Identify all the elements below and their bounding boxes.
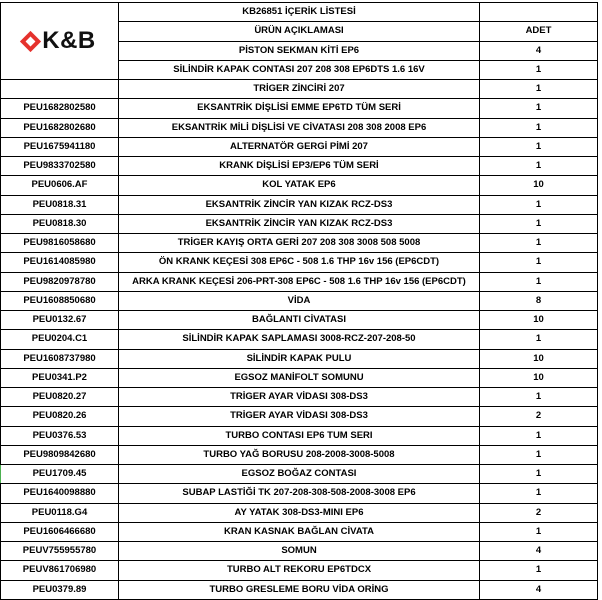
table-row: [1, 445, 598, 464]
part-code-cell: PEU0118.G4: [1, 503, 119, 522]
part-code-cell: PEU1709.45: [1, 465, 119, 484]
part-description-cell: BAĞLANTI CİVATASI: [119, 311, 480, 330]
part-code-cell: PEU0818.31: [1, 195, 119, 214]
part-code-cell: PEU9816058680: [1, 234, 119, 253]
table-row: [1, 118, 598, 137]
part-code-cell: PEU1608737980: [1, 349, 119, 368]
table-row: [1, 580, 598, 599]
part-quantity-cell: 1: [480, 426, 598, 445]
title-row-empty-cell: [480, 3, 598, 22]
part-quantity-cell: 1: [480, 60, 598, 79]
part-quantity-cell: 1: [480, 214, 598, 233]
part-description-cell: EGSOZ MANİFOLT SOMUNU: [119, 368, 480, 387]
part-quantity-cell: 4: [480, 41, 598, 60]
part-description-cell: TRİGER AYAR VİDASI 308-DS3: [119, 407, 480, 426]
table-row: [1, 291, 598, 310]
part-code-cell: PEU9820978780: [1, 272, 119, 291]
part-quantity-cell: 1: [480, 137, 598, 156]
part-code-cell: PEU1606466680: [1, 522, 119, 541]
part-description-cell: EKSANTRİK DİŞLİSİ EMME EP6TD TÜM SERİ: [119, 99, 480, 118]
part-code-cell: PEU1608850680: [1, 291, 119, 310]
part-description-cell: AY YATAK 308-DS3-MINI EP6: [119, 503, 480, 522]
table-row: [1, 176, 598, 195]
header-description: ÜRÜN AÇIKLAMASI: [119, 22, 480, 41]
part-code-cell: PEU9809842680: [1, 445, 119, 464]
part-code-cell: PEU9833702580: [1, 157, 119, 176]
logo-cell: [1, 3, 119, 80]
table-row: [1, 80, 598, 99]
part-code-cell: PEU1640098880: [1, 484, 119, 503]
list-title: KB26851 İÇERİK LİSTESİ: [119, 3, 480, 22]
part-code-cell: [1, 80, 119, 99]
part-description-cell: TURBO CONTASI EP6 TUM SERI: [119, 426, 480, 445]
part-description-cell: KOL YATAK EP6: [119, 176, 480, 195]
part-quantity-cell: 2: [480, 407, 598, 426]
part-code-cell: PEU0379.89: [1, 580, 119, 599]
part-code-cell: PEUV755955780: [1, 542, 119, 561]
table-row: [1, 503, 598, 522]
part-code-cell: PEU1675941180: [1, 137, 119, 156]
table-row: [1, 272, 598, 291]
table-row: [1, 465, 598, 484]
part-quantity-cell: 4: [480, 580, 598, 599]
parts-table: [0, 2, 598, 600]
part-description-cell: EKSANTRİK ZİNCİR YAN KIZAK RCZ-DS3: [119, 214, 480, 233]
part-quantity-cell: 10: [480, 176, 598, 195]
part-quantity-cell: 1: [480, 195, 598, 214]
part-description-cell: SUBAP LASTİĞİ TK 207-208-308-508-2008-3008 EP6: [119, 484, 480, 503]
part-description-cell: EGSOZ BOĞAZ CONTASI: [119, 465, 480, 484]
part-quantity-cell: 2: [480, 503, 598, 522]
table-row: [1, 330, 598, 349]
table-row: [1, 214, 598, 233]
part-quantity-cell: 10: [480, 368, 598, 387]
part-quantity-cell: 10: [480, 349, 598, 368]
part-code-cell: PEU0818.30: [1, 214, 119, 233]
part-description-cell: VİDA: [119, 291, 480, 310]
table-row: [1, 484, 598, 503]
part-code-cell: PEU0820.26: [1, 407, 119, 426]
table-row: [1, 388, 598, 407]
part-code-cell: PEU0606.AF: [1, 176, 119, 195]
part-quantity-cell: 1: [480, 253, 598, 272]
parts-table-body: [1, 3, 598, 600]
table-row: [1, 99, 598, 118]
part-description-cell: TRİGER KAYIŞ ORTA GERİ 207 208 308 3008 508 5008: [119, 234, 480, 253]
part-description-cell: SOMUN: [119, 542, 480, 561]
part-code-cell: PEU1614085980: [1, 253, 119, 272]
part-code-cell: PEU0341.P2: [1, 368, 119, 387]
table-row: [1, 195, 598, 214]
part-description-cell: ARKA KRANK KEÇESİ 206-PRT-308 EP6C - 508 1.6 THP 16v 156 (EP6CDT): [119, 272, 480, 291]
table-row: [1, 349, 598, 368]
brand-logo: [1, 3, 118, 79]
part-description-cell: EKSANTRİK MİLİ DİŞLİSİ VE CİVATASI 208 308 2008 EP6: [119, 118, 480, 137]
table-row: [1, 311, 598, 330]
part-description-cell: TRİGER ZİNCİRİ 207: [119, 80, 480, 99]
table-row: [1, 561, 598, 580]
part-quantity-cell: 8: [480, 291, 598, 310]
part-description-cell: KRANK DİŞLİSİ EP3/EP6 TÜM SERİ: [119, 157, 480, 176]
part-quantity-cell: 1: [480, 99, 598, 118]
part-code-cell: PEU0820.27: [1, 388, 119, 407]
part-quantity-cell: 1: [480, 234, 598, 253]
part-quantity-cell: 1: [480, 330, 598, 349]
part-quantity-cell: 1: [480, 484, 598, 503]
part-description-cell: TRİGER AYAR VİDASI 308-DS3: [119, 388, 480, 407]
part-quantity-cell: 1: [480, 561, 598, 580]
part-code-cell: PEU0204.C1: [1, 330, 119, 349]
table-row: [1, 522, 598, 541]
part-quantity-cell: 1: [480, 80, 598, 99]
table-row: [1, 368, 598, 387]
part-description-cell: TURBO YAĞ BORUSU 208-2008-3008-5008: [119, 445, 480, 464]
table-row: [1, 426, 598, 445]
part-code-cell: PEU1682802580: [1, 99, 119, 118]
part-description-cell: PİSTON SEKMAN KİTİ EP6: [119, 41, 480, 60]
brand-logo-text: K&B: [42, 27, 96, 54]
part-code-cell: PEUV861706980: [1, 561, 119, 580]
part-quantity-cell: 1: [480, 388, 598, 407]
table-row: [1, 157, 598, 176]
title-row: [1, 3, 598, 22]
part-quantity-cell: 1: [480, 445, 598, 464]
part-description-cell: EKSANTRİK ZİNCİR YAN KIZAK RCZ-DS3: [119, 195, 480, 214]
part-description-cell: SİLİNDİR KAPAK PULU: [119, 349, 480, 368]
part-description-cell: SİLİNDİR KAPAK CONTASI 207 208 308 EP6DTS 1.6 16V: [119, 60, 480, 79]
part-quantity-cell: 1: [480, 118, 598, 137]
part-code-cell: PEU0132.67: [1, 311, 119, 330]
part-description-cell: ALTERNATÖR GERGİ PİMİ 207: [119, 137, 480, 156]
brand-logo-icon: [20, 30, 41, 51]
part-quantity-cell: 1: [480, 157, 598, 176]
part-code-cell: PEU0376.53: [1, 426, 119, 445]
part-quantity-cell: 10: [480, 311, 598, 330]
part-description-cell: SİLİNDİR KAPAK SAPLAMASI 3008-RCZ-207-208-50: [119, 330, 480, 349]
part-quantity-cell: 1: [480, 465, 598, 484]
part-description-cell: ÖN KRANK KEÇESİ 308 EP6C - 508 1.6 THP 16v 156 (EP6CDT): [119, 253, 480, 272]
table-row: [1, 407, 598, 426]
part-description-cell: TURBO GRESLEME BORU VİDA ORİNG: [119, 580, 480, 599]
part-quantity-cell: 4: [480, 542, 598, 561]
table-row: [1, 137, 598, 156]
table-row: [1, 253, 598, 272]
table-row: [1, 542, 598, 561]
part-quantity-cell: 1: [480, 272, 598, 291]
part-description-cell: TURBO ALT REKORU EP6TDCX: [119, 561, 480, 580]
part-description-cell: KRAN KASNAK BAĞLAN CİVATA: [119, 522, 480, 541]
part-quantity-cell: 1: [480, 522, 598, 541]
table-row: [1, 234, 598, 253]
part-code-cell: PEU1682802680: [1, 118, 119, 137]
header-quantity: ADET: [480, 22, 598, 41]
